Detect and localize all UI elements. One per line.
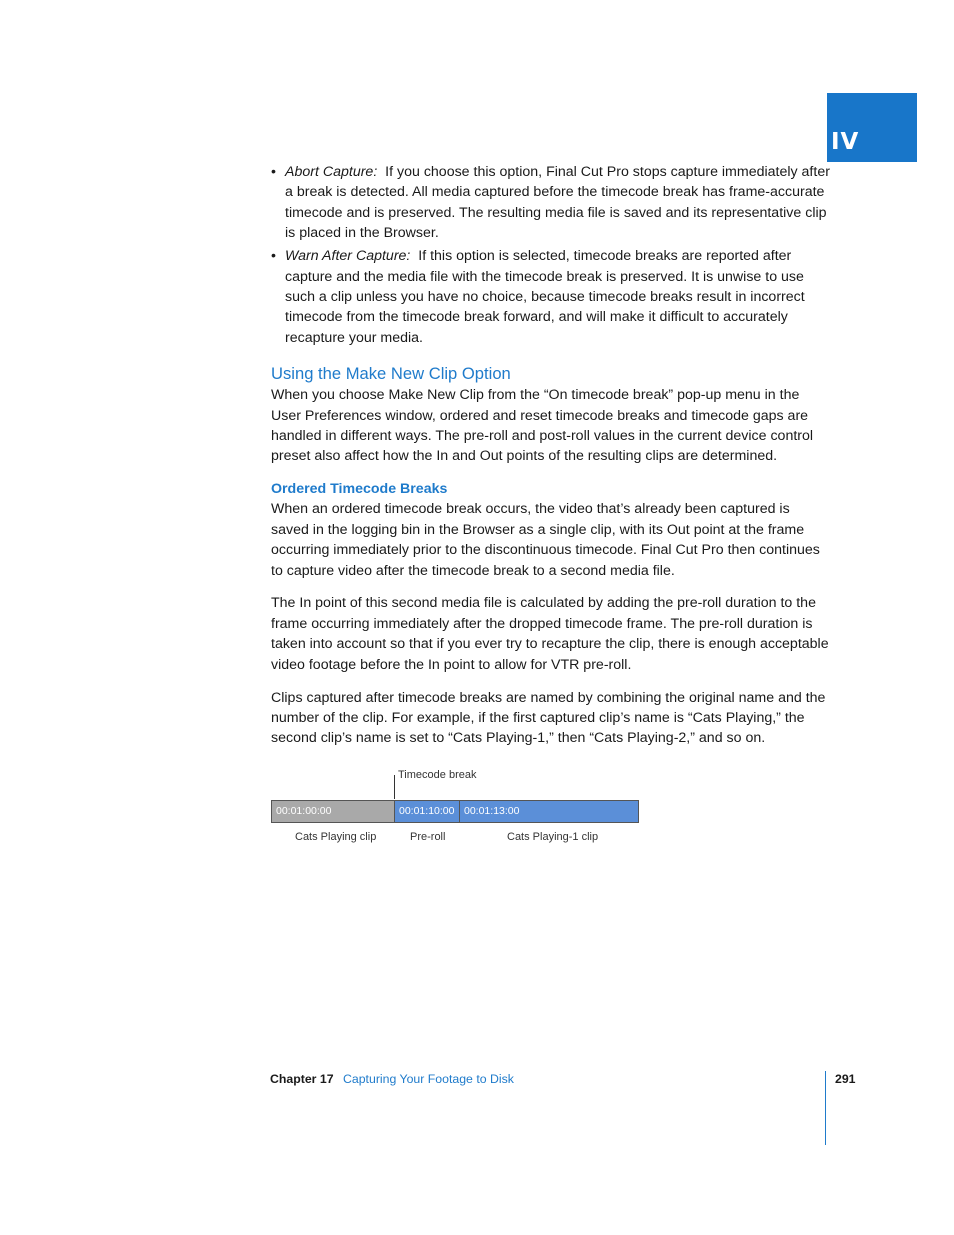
paragraph: When an ordered timecode break occurs, the video that’s already been captured is saved in the logging bin in the Browser as a single clip, with its Out point at the frame occurring immediately prior to the discontinuous timecode. Final Cut Pro then continues to capture video after the timecode break to a second media file. (271, 501, 820, 579)
main-content (271, 162, 831, 749)
segment-label: Cats Playing clip (295, 831, 377, 843)
cats-playing-clip-bar (271, 800, 395, 823)
paragraph: Clips captured after timecode breaks are named by combining the original name and the number of the clip. For example, if the first captured clip’s name is “Cats Playing,” the second clip’s name is set to “Cats Playing-1,” then “Cats Playing-2,” and so on. (271, 689, 826, 747)
option-term: Abort Capture: (285, 164, 378, 180)
cats-playing-1-clip-bar (459, 800, 639, 823)
bullet-icon: • (271, 164, 276, 180)
timecode-diagram (271, 765, 651, 855)
segment-label: Pre-roll (410, 831, 446, 843)
footer-chapter: Chapter 17 (270, 1072, 334, 1086)
footer-divider (825, 1071, 826, 1145)
section-heading: Using the Make New Clip Option (271, 364, 511, 384)
pre-roll-bar (394, 800, 460, 823)
option-description: If this option is selected, timecode breaks are reported after capture and the media file with the timecode break is preserved. It is unwise to use such a clip unless you have no choice, because timecode breaks result in incorrect timecode from the timecode break forward, and will make it difficult to accurately recapture your media. (285, 248, 805, 346)
part-tab (827, 93, 917, 162)
paragraph: The In point of this second media file is calculated by adding the pre-roll duration to the frame occurring immediately after the dropped timecode frame. The pre-roll duration is taken into account so that if you ever try to recapture the clip, there is enough acceptable video footage before the In point to allow for VTR pre-roll. (271, 595, 829, 673)
subsection-heading: Ordered Timecode Breaks (271, 481, 448, 498)
timecode-label: 00:01:00:00 (276, 805, 332, 817)
part-tab-label: IV (831, 129, 860, 155)
timecode-break-line (394, 775, 395, 799)
section-intro: When you choose Make New Clip from the “On timecode break” pop-up menu in the User Preferences window, ordered and reset timecode breaks and timecode gaps are handled in different ways. The pre-roll and post-roll values in the current device control preset also affect how the In and Out points of the resulting clips are determined. (271, 387, 814, 465)
timecode-break-label: Timecode break (398, 769, 477, 781)
option-list (271, 162, 831, 348)
footer-chapter-title: Capturing Your Footage to Disk (343, 1072, 514, 1086)
timecode-label: 00:01:13:00 (464, 805, 520, 817)
bullet-icon: • (271, 248, 276, 265)
page-number: 291 (835, 1072, 856, 1086)
option-description: If you choose this option, Final Cut Pro stops capture immediately after a break is detected. All media captured before the timecode break has frame-accurate timecode and is preserved. The resulting media file is saved and its representative clip is placed in the Browser. (285, 164, 830, 242)
timecode-label: 00:01:10:00 (399, 805, 455, 817)
list-item-abort-capture (271, 162, 831, 244)
option-term: Warn After Capture: (285, 248, 411, 265)
segment-label: Cats Playing-1 clip (507, 831, 599, 843)
list-item-warn-after-capture (271, 246, 831, 348)
